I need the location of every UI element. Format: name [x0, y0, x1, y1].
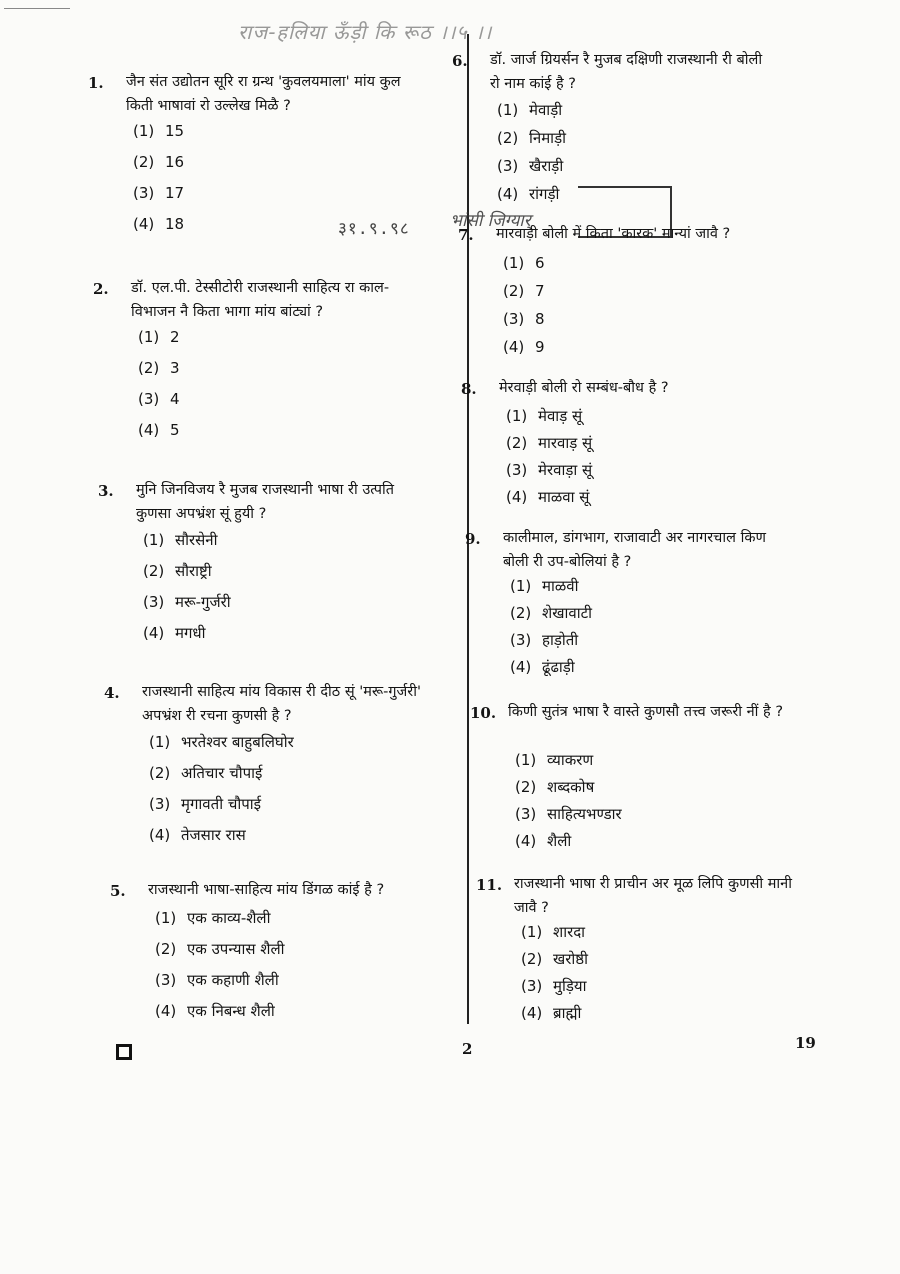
question-text: राजस्थानी भाषा री प्राचीन अर मूळ लिपि कुणसी मानी जावै ?	[514, 876, 792, 916]
option-value: व्याकरण	[547, 751, 594, 769]
option-value: 5	[170, 421, 180, 439]
option-key: (1)	[149, 733, 171, 751]
option-key: (2)	[149, 764, 171, 782]
option-value: एक उपन्यास शैली	[187, 940, 285, 958]
question-text: मारवाड़ी बोली में किता 'कारक' मान्यां जावै ?	[496, 226, 731, 242]
option-2	[133, 153, 184, 184]
option-list	[149, 732, 294, 856]
option-key: (1)	[521, 923, 543, 941]
option-list	[138, 328, 180, 452]
option-key: (2)	[143, 562, 165, 580]
option-value: निमाड़ी	[529, 129, 566, 147]
option-value: खरोष्ठी	[553, 950, 589, 968]
option-key: (3)	[138, 390, 160, 408]
question-number: 9.	[465, 530, 481, 548]
option-key: (2)	[503, 282, 525, 300]
option-value: 6	[535, 254, 545, 272]
option-4	[510, 657, 592, 684]
question-text: मुनि जिनविजय रै मुजब राजस्थानी भाषा री उत्पति कुणसा अपभ्रंश सूं हुयी ?	[136, 482, 394, 522]
question-number: 6.	[452, 52, 468, 70]
question-text: राजस्थानी भाषा-साहित्य मांय डिंगळ कांई है ?	[148, 882, 385, 898]
option-3	[149, 794, 294, 825]
option-value: 17	[165, 184, 185, 202]
option-1	[515, 750, 622, 777]
question-number: 1.	[88, 74, 104, 92]
option-key: (3)	[506, 461, 528, 479]
option-key: (3)	[497, 157, 519, 175]
option-value: ढूंढाड़ी	[542, 658, 575, 676]
handwritten-date: ३१.९.९८	[338, 219, 410, 239]
top-dash-mark	[4, 8, 70, 9]
option-key: (1)	[497, 101, 519, 119]
option-value: तेजसार रास	[181, 826, 246, 844]
option-list	[506, 406, 592, 514]
option-key: (4)	[133, 215, 155, 233]
corner-square-mark	[116, 1044, 132, 1060]
option-value: मरू-गुर्जरी	[175, 593, 231, 611]
option-value: 9	[535, 338, 545, 356]
handwritten-header: राज-हलिया ऊँड़ी कि रूठ ।।५ ।।	[238, 20, 493, 44]
option-2	[510, 603, 592, 630]
option-value: मुड़िया	[553, 977, 587, 995]
option-value: शब्दकोष	[547, 778, 595, 796]
option-3	[497, 156, 566, 184]
option-value: मेवाड़ी	[529, 101, 563, 119]
option-2	[149, 763, 294, 794]
option-3	[503, 310, 545, 338]
option-key: (4)	[155, 1002, 177, 1020]
option-key: (1)	[138, 328, 160, 346]
question-text: डॉ. एल.पी. टेस्सीटोरी राजस्थानी साहित्य रा काल-विभाजन नै किता भागा मांय बांट्यां ?	[131, 280, 390, 320]
option-key: (2)	[515, 778, 537, 796]
option-value: ब्राह्मी	[553, 1004, 582, 1022]
option-2	[515, 777, 622, 804]
option-4	[497, 184, 566, 212]
option-value: एक निबन्ध शैली	[187, 1002, 275, 1020]
option-3	[506, 460, 592, 487]
option-1	[149, 732, 294, 763]
question-text: जैन संत उद्योतन सूरि रा ग्रन्थ 'कुवलयमाला' मांय कुल किती भाषावां रो उल्लेख मिळै ?	[126, 74, 401, 114]
option-value: मारवाड़ सूं	[538, 434, 593, 452]
column-divider	[467, 34, 469, 1024]
option-key: (1)	[503, 254, 525, 272]
option-3	[510, 630, 592, 657]
option-value: एक काव्य-शैली	[187, 909, 271, 927]
option-1	[133, 122, 184, 153]
question-text: किणी सुतंत्र भाषा रै वास्ते कुणसौ तत्त्व जरूरी नीं है ?	[508, 704, 784, 720]
option-value: खैराड़ी	[529, 157, 564, 175]
option-key: (3)	[503, 310, 525, 328]
option-list	[133, 122, 184, 246]
option-list	[521, 922, 588, 1030]
option-1	[143, 530, 231, 561]
question-number: 11.	[476, 876, 503, 894]
option-key: (4)	[149, 826, 171, 844]
option-list	[510, 576, 592, 684]
option-key: (4)	[138, 421, 160, 439]
option-1	[506, 406, 592, 433]
option-list	[503, 254, 545, 366]
option-key: (1)	[510, 577, 532, 595]
option-value: 2	[170, 328, 180, 346]
option-value: मेवाड़ सूं	[538, 407, 583, 425]
option-value: 18	[165, 215, 185, 233]
option-2	[506, 433, 592, 460]
booklet-code: 19	[795, 1034, 816, 1052]
option-key: (2)	[497, 129, 519, 147]
option-key: (3)	[149, 795, 171, 813]
option-4	[149, 825, 294, 856]
question-number: 4.	[104, 684, 120, 702]
question-number: 10.	[470, 704, 497, 722]
option-4	[138, 421, 180, 452]
option-list	[143, 530, 231, 654]
option-value: 8	[535, 310, 545, 328]
option-key: (2)	[133, 153, 155, 171]
option-4	[515, 831, 622, 858]
option-2	[143, 561, 231, 592]
option-3	[521, 976, 588, 1003]
option-3	[155, 970, 285, 1001]
page-number: 2	[462, 1040, 473, 1058]
option-value: माळवा सूं	[538, 488, 590, 506]
option-value: शारदा	[553, 923, 586, 941]
option-key: (4)	[510, 658, 532, 676]
option-value: मृगावती चौपाई	[181, 795, 262, 813]
option-value: 3	[170, 359, 180, 377]
question-number: 7.	[458, 226, 474, 244]
option-value: 16	[165, 153, 185, 171]
option-4	[133, 215, 184, 246]
option-key: (4)	[506, 488, 528, 506]
option-key: (2)	[155, 940, 177, 958]
option-key: (4)	[515, 832, 537, 850]
option-key: (4)	[503, 338, 525, 356]
option-4	[506, 487, 592, 514]
question-text: राजस्थानी साहित्य मांय विकास री दीठ सूं 'मरू-गुर्जरी' अपभ्रंश री रचना कुणसी है ?	[142, 684, 421, 724]
option-3	[133, 184, 184, 215]
option-list	[497, 100, 566, 212]
option-key: (1)	[515, 751, 537, 769]
option-value: हाड़ोती	[542, 631, 579, 649]
option-value: मेरवाड़ा सूं	[538, 461, 593, 479]
option-2	[521, 949, 588, 976]
option-value: शैली	[547, 832, 572, 850]
question-text: मेरवाड़ी बोली रो सम्बंध-बौध है ?	[499, 380, 669, 396]
question-text: कालीमाल, डांगभाग, राजावाटी अर नागरचाल किण बोली री उप-बोलियां है ?	[503, 530, 766, 570]
question-number: 3.	[98, 482, 114, 500]
option-key: (2)	[510, 604, 532, 622]
option-key: (3)	[515, 805, 537, 823]
option-4	[143, 623, 231, 654]
option-value: साहित्यभण्डार	[547, 805, 622, 823]
option-4	[155, 1001, 285, 1032]
option-1	[510, 576, 592, 603]
option-1	[503, 254, 545, 282]
option-key: (3)	[133, 184, 155, 202]
option-value: 4	[170, 390, 180, 408]
option-4	[503, 338, 545, 366]
option-value: रांगड़ी	[529, 185, 560, 203]
option-3	[515, 804, 622, 831]
option-3	[143, 592, 231, 623]
option-value: अतिचार चौपाई	[181, 764, 263, 782]
option-value: एक कहाणी शैली	[187, 971, 279, 989]
option-value: भरतेश्वर बाहुबलिघोर	[181, 733, 294, 751]
option-4	[521, 1003, 588, 1030]
option-list	[155, 908, 285, 1032]
option-value: सौरसेनी	[175, 531, 218, 549]
option-2	[503, 282, 545, 310]
option-key: (3)	[155, 971, 177, 989]
option-2	[155, 939, 285, 970]
option-3	[138, 390, 180, 421]
option-key: (1)	[155, 909, 177, 927]
option-1	[155, 908, 285, 939]
question-number: 8.	[461, 380, 477, 398]
option-2	[138, 359, 180, 390]
question-text: डॉ. जार्ज ग्रियर्सन रै मुजब दक्षिणी राजस्थानी री बोली रो नाम कांई है ?	[490, 52, 763, 92]
option-1	[138, 328, 180, 359]
option-key: (2)	[521, 950, 543, 968]
option-1	[497, 100, 566, 128]
question-number: 2.	[93, 280, 109, 298]
option-value: सौराष्ट्री	[175, 562, 212, 580]
option-key: (4)	[143, 624, 165, 642]
option-key: (1)	[133, 122, 155, 140]
option-1	[521, 922, 588, 949]
option-value: 15	[165, 122, 185, 140]
option-value: शेखावाटी	[542, 604, 593, 622]
option-key: (3)	[143, 593, 165, 611]
option-list	[515, 750, 622, 858]
option-key: (2)	[138, 359, 160, 377]
option-key: (2)	[506, 434, 528, 452]
option-key: (1)	[506, 407, 528, 425]
question-number: 5.	[110, 882, 126, 900]
option-2	[497, 128, 566, 156]
option-key: (4)	[497, 185, 519, 203]
option-key: (4)	[521, 1004, 543, 1022]
option-key: (3)	[521, 977, 543, 995]
option-key: (1)	[143, 531, 165, 549]
handwritten-note: भांसी जिग्यार्	[450, 211, 531, 231]
option-key: (3)	[510, 631, 532, 649]
option-value: माळवी	[542, 577, 579, 595]
option-value: मगधी	[175, 624, 206, 642]
option-value: 7	[535, 282, 545, 300]
